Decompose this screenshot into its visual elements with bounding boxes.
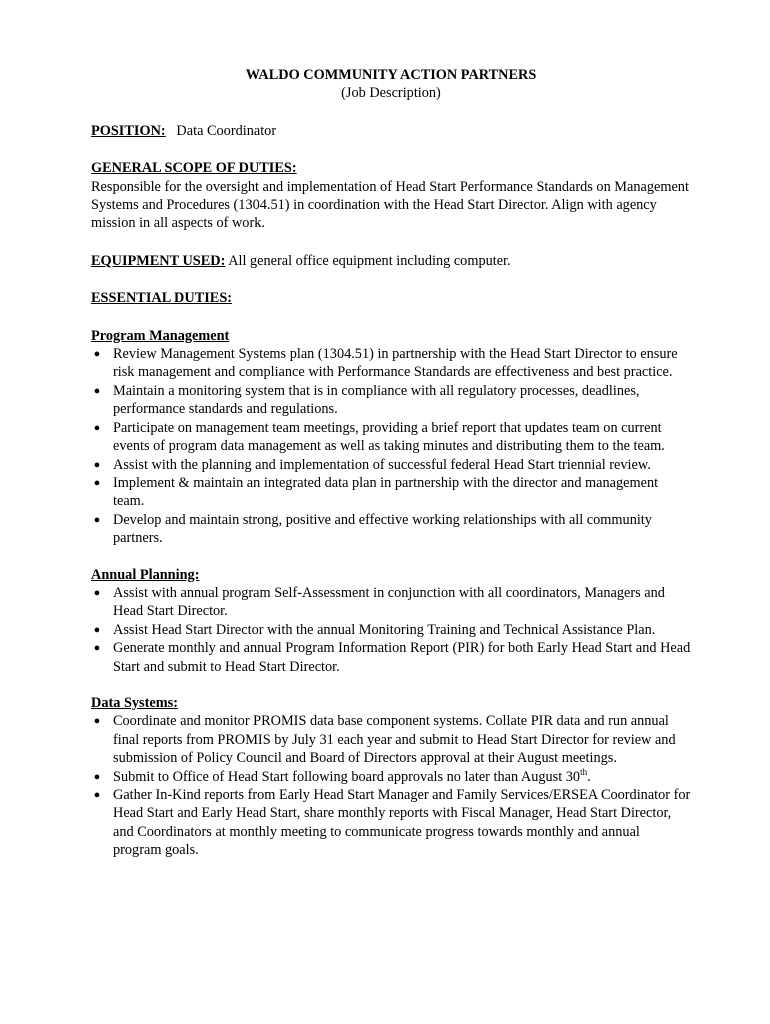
document-subtitle: (Job Description) — [341, 85, 441, 102]
annual-planning-heading: Annual Planning: — [91, 566, 200, 583]
list-item: ● Implement & maintain an integrated data plan in partnership with the director and management team. — [91, 474, 691, 511]
bullet-icon: ● — [93, 789, 101, 801]
list-item: ● Gather In-Kind reports from Early Head Start Manager and Family Services/ERSEA Coordinator for Head Start and Early Head Start, share monthly reports with Fiscal Manager, Head Start Director, and Coordinators at monthly meeting to communicate progress towards monthly and annual program goals. — [91, 786, 691, 860]
list-item: ● Assist with annual program Self-Assessment in conjunction with all coordinators, Managers and Head Start Director. — [91, 584, 691, 621]
equipment-text: All general office equipment including computer. — [228, 252, 511, 269]
scope-heading: GENERAL SCOPE OF DUTIES: — [91, 160, 297, 177]
program-management-heading: Program Management — [91, 327, 230, 344]
list-item: ● Coordinate and monitor PROMIS data base component systems. Collate PIR data and run annual final reports from PROMIS by July 31 each year and submit to Head Start Director for review and submission of Policy Council and Board of Directors approval at their August meetings. — [91, 712, 691, 767]
bullet-icon: ● — [93, 623, 101, 636]
list-item: ● Assist with the planning and implementation of successful federal Head Start triennial review. — [91, 456, 691, 474]
list-item: ● Generate monthly and annual Program Information Report (PIR) for both Early Head Start and Head Start and submit to Head Start Director. — [91, 639, 691, 676]
essential-duties-heading: ESSENTIAL DUTIES: — [91, 290, 233, 307]
data-systems-list — [91, 712, 691, 859]
equipment-line — [91, 252, 691, 270]
bullet-icon: ● — [93, 348, 101, 361]
bullet-icon: ● — [93, 421, 101, 434]
equipment-label: EQUIPMENT USED: — [91, 252, 226, 269]
bullet-icon: ● — [93, 770, 101, 783]
list-item: ● Participate on management team meetings, providing a brief report that updates team on current events of program data management as well as taking minutes and distributing them to the team. — [91, 419, 691, 456]
job-description-page — [91, 66, 691, 860]
bullet-icon: ● — [93, 513, 101, 526]
organization-title: WALDO COMMUNITY ACTION PARTNERS — [245, 67, 537, 83]
bullet-icon: ● — [93, 642, 101, 655]
scope-text: Responsible for the oversight and implementation of Head Start Performance Standards on Management Systems and Procedures (1304.51) in coordination with the Head Start Director. Align with agency mission in all aspects of work. — [91, 178, 689, 232]
position-value: Data Coordinator — [176, 122, 277, 139]
list-item: ● Submit to Office of Head Start following board approvals no later than August 30th. — [91, 768, 691, 786]
position-line — [91, 122, 691, 140]
bullet-icon: ● — [93, 586, 101, 599]
list-item: ● Maintain a monitoring system that is in compliance with all regulatory processes, deadlines, performance standards and regulations. — [91, 382, 691, 419]
bullet-icon: ● — [93, 384, 101, 397]
list-item: ● Develop and maintain strong, positive and effective working relationships with all community partners. — [91, 511, 691, 548]
program-management-list — [91, 345, 691, 547]
data-systems-heading: Data Systems: — [91, 694, 178, 711]
bullet-icon: ● — [93, 476, 101, 489]
position-label: POSITION: — [91, 122, 166, 139]
bullet-icon: ● — [93, 458, 101, 471]
annual-planning-list — [91, 584, 691, 676]
list-item: ● Assist Head Start Director with the annual Monitoring Training and Technical Assistance Plan. — [91, 621, 691, 639]
list-item: ● Review Management Systems plan (1304.51) in partnership with the Head Start Director to ensure risk management and compliance with Performance Standards are effectiveness and best practice. — [91, 345, 691, 382]
bullet-icon: ● — [93, 715, 101, 728]
